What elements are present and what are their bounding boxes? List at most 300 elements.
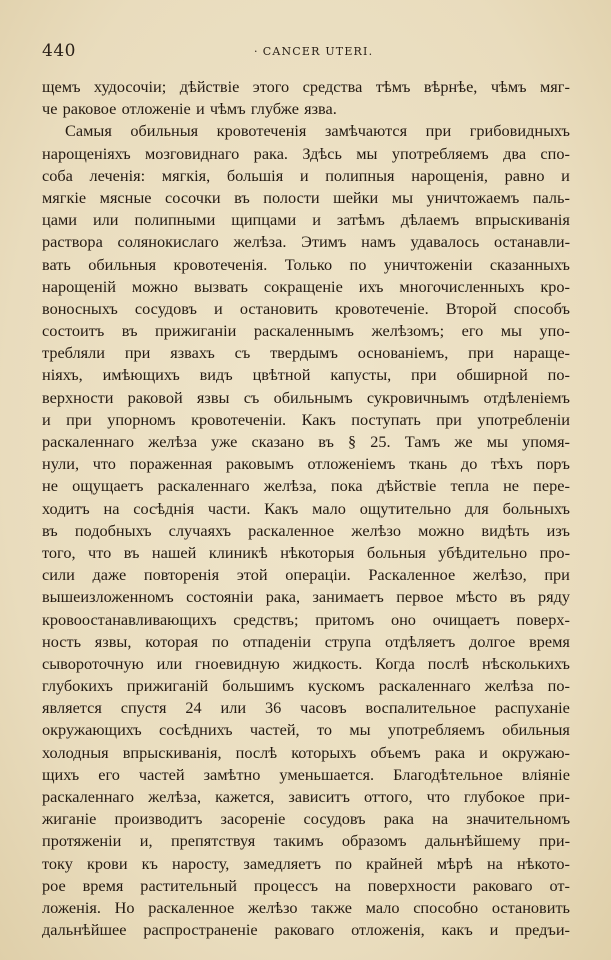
- word: въ: [123, 542, 140, 562]
- text-line: [42, 387, 570, 409]
- word: очищаетъ: [432, 609, 500, 629]
- word: занимаетъ: [312, 587, 384, 607]
- word: желѣза,: [263, 476, 317, 496]
- word: Раскаленное: [368, 565, 456, 585]
- word: и: [299, 165, 309, 185]
- text-line: [42, 431, 570, 453]
- word: ткань: [409, 454, 448, 474]
- word: пораженная: [129, 454, 213, 474]
- word: пока: [330, 476, 363, 496]
- word: жиганiе: [42, 809, 97, 829]
- word: солянокислаго: [117, 232, 219, 252]
- word: сосѣднихъ: [159, 720, 233, 740]
- page-number: 440: [42, 41, 76, 61]
- text-line: [42, 742, 570, 764]
- word: и: [312, 210, 321, 230]
- word: дѣйствiе: [179, 77, 240, 96]
- word: желѣза: [484, 676, 534, 696]
- word: въ: [234, 187, 250, 207]
- text-line: [42, 209, 570, 231]
- word: употребляемъ: [387, 720, 485, 740]
- word: тепла: [450, 476, 489, 496]
- text-line: [42, 853, 570, 875]
- word: глубокихъ: [42, 676, 113, 696]
- word: ходитъ: [42, 498, 90, 518]
- word: поступать: [351, 409, 421, 429]
- word: поръ: [536, 454, 570, 474]
- word: раскаленнаго: [157, 476, 250, 496]
- word: можно: [131, 276, 179, 296]
- word: рака.: [253, 143, 288, 163]
- word: воносныхъ: [42, 298, 118, 318]
- text-line: [42, 187, 570, 209]
- word: раковаго: [472, 875, 533, 895]
- word: процессъ: [253, 875, 319, 895]
- word: твердымъ: [270, 343, 338, 363]
- word: кровотеченiи.: [191, 409, 287, 429]
- text-line: [42, 808, 570, 830]
- word: кускомъ: [308, 676, 365, 696]
- word: первое: [396, 587, 444, 607]
- word: спустя: [120, 698, 167, 718]
- word: поверхности: [367, 875, 457, 895]
- word: леченiя:: [89, 165, 146, 185]
- word: дѣлаемъ: [400, 210, 460, 230]
- word: мѣрѣ: [436, 853, 473, 873]
- text-line: [42, 409, 570, 431]
- word: этого: [252, 77, 290, 96]
- word: поверх-: [516, 609, 570, 629]
- word: Этимъ: [301, 232, 347, 252]
- word: про-: [539, 542, 570, 562]
- word: оттого,: [364, 787, 413, 806]
- word: чѣмъ: [209, 99, 246, 119]
- word: притомъ: [315, 609, 375, 629]
- text-line: [42, 520, 570, 542]
- word: чѣмъ: [490, 77, 527, 96]
- word: раскаленнымъ: [253, 321, 354, 341]
- word: щемъ: [42, 77, 81, 96]
- word: воспалительное: [365, 698, 476, 718]
- text-line: [42, 231, 570, 253]
- word: частей,: [249, 720, 300, 740]
- word: значительномъ: [466, 809, 570, 829]
- word: мы: [349, 720, 371, 740]
- text-line: [42, 564, 570, 586]
- word: замѣтно: [203, 764, 261, 784]
- word: клиникѣ: [208, 542, 268, 562]
- running-title: [254, 45, 373, 58]
- word: удавалось: [410, 232, 480, 252]
- word: рое: [42, 875, 66, 895]
- word: уже: [211, 432, 238, 451]
- word: дѣйствiе: [376, 476, 437, 496]
- word: время: [82, 875, 124, 895]
- word: при: [66, 409, 92, 429]
- word: можно: [418, 520, 465, 540]
- word: мы: [486, 432, 508, 451]
- word: сосудовъ: [134, 298, 197, 318]
- word: мѣсто: [455, 587, 498, 607]
- word: раствора: [42, 232, 103, 252]
- word: нули,: [42, 454, 80, 474]
- word: зависитъ: [288, 787, 350, 806]
- word: употребленiи: [477, 409, 570, 429]
- word: полости: [263, 187, 320, 207]
- word: убѣдительно: [438, 542, 528, 562]
- word: сили: [42, 565, 75, 585]
- word: состоянiи: [186, 587, 254, 607]
- word: до: [460, 454, 478, 474]
- word: отложенiе: [121, 99, 191, 119]
- text-line: [42, 364, 570, 386]
- word: въ: [121, 321, 138, 341]
- word: ихъ: [358, 276, 384, 296]
- text-line: [42, 98, 570, 120]
- word: обильныя: [502, 720, 570, 740]
- word: цвѣтной: [252, 365, 311, 385]
- word: кровотеченiя: [216, 121, 307, 141]
- text-line: [42, 875, 570, 897]
- word: же: [454, 432, 473, 451]
- word: ряду: [537, 587, 570, 607]
- word: глубже: [250, 99, 299, 119]
- word: отдѣленiемъ: [483, 387, 570, 407]
- word: жидкость.: [292, 653, 363, 673]
- word: сосочки: [165, 187, 221, 207]
- word: средства: [302, 77, 363, 96]
- word: мы: [391, 187, 414, 207]
- page-header: [42, 41, 572, 65]
- word: способъ: [513, 298, 570, 318]
- word: что: [426, 787, 450, 806]
- word: какъ: [441, 920, 473, 940]
- word: операцiи.: [285, 565, 351, 585]
- word: мозговиднаго: [145, 143, 240, 163]
- word: грибовидныхъ: [469, 121, 570, 141]
- word: на: [103, 498, 120, 518]
- word: худосочiи;: [93, 77, 167, 96]
- word: основанiемъ,: [357, 343, 449, 363]
- word: сказанныхъ: [489, 254, 570, 274]
- word: препятствуя: [170, 831, 256, 851]
- word: замѣчаются: [324, 121, 408, 141]
- word: сукровичнымъ: [366, 387, 470, 407]
- word: подобныхъ: [74, 520, 152, 540]
- word: нѣкоторыя: [280, 542, 355, 562]
- word: что: [88, 542, 112, 562]
- word: остановить: [491, 897, 570, 917]
- text-line: [42, 830, 570, 852]
- running-title-text: CANCER UTERI.: [262, 45, 374, 58]
- word: нарощенiй: [42, 276, 116, 296]
- body-text: [42, 76, 570, 941]
- word: распуханiе: [494, 698, 570, 718]
- text-line: [42, 254, 570, 276]
- word: случаяхъ: [168, 520, 232, 540]
- word: послѣ: [427, 653, 470, 673]
- word: Какъ: [264, 498, 299, 518]
- word: часовъ: [300, 698, 347, 718]
- text-line: [42, 697, 570, 719]
- word: въ: [42, 520, 58, 540]
- word: вать: [42, 254, 71, 274]
- word: ность: [42, 631, 82, 651]
- text-line: [42, 276, 570, 298]
- word: впрыскиванiя,: [122, 742, 222, 762]
- word: протяженiи: [42, 831, 122, 851]
- word: Благодѣтельное: [393, 764, 503, 784]
- word: желѣзомъ;: [371, 321, 445, 341]
- word: намъ: [361, 232, 396, 252]
- text-line: [42, 498, 570, 520]
- word: которыхъ: [291, 742, 357, 762]
- title-ornament: ·: [254, 45, 259, 58]
- word: 24: [185, 698, 202, 718]
- word: ощущаетъ: [72, 476, 144, 496]
- word: мало: [365, 897, 400, 917]
- word: при-: [539, 831, 570, 851]
- word: замедляетъ: [243, 853, 322, 873]
- word: время: [529, 631, 570, 651]
- word: раковой: [127, 387, 183, 407]
- word: этой: [236, 565, 268, 585]
- word: язвы,: [94, 631, 132, 651]
- text-line: [42, 675, 570, 697]
- text-line: [42, 653, 570, 675]
- word: или: [156, 653, 183, 673]
- word: от-: [549, 875, 570, 895]
- word: нѣкото-: [516, 853, 570, 873]
- word: вызвать: [194, 276, 248, 296]
- word: такимъ: [273, 831, 324, 851]
- word: Второй: [445, 298, 497, 318]
- word: нарощенiя,: [411, 165, 488, 185]
- word: Самыя: [65, 121, 112, 141]
- word: нараще-: [513, 343, 570, 363]
- word: кро-: [540, 276, 570, 296]
- word: 36: [264, 698, 282, 718]
- word: упо-: [539, 321, 570, 341]
- text-line: [42, 609, 570, 631]
- word: мы: [500, 321, 522, 341]
- word: наросту,: [172, 853, 230, 873]
- word: полипными: [134, 210, 216, 230]
- word: паль-: [532, 187, 570, 207]
- word: или: [92, 210, 119, 230]
- word: объемъ: [370, 742, 421, 762]
- word: глубокое: [463, 787, 525, 806]
- word: на: [486, 853, 503, 873]
- word: не: [42, 476, 58, 496]
- word: затѣмъ: [336, 210, 385, 230]
- word: крайней: [366, 853, 423, 873]
- word: уничтожаемъ: [426, 187, 520, 207]
- word: по: [335, 853, 352, 873]
- word: пере-: [533, 476, 570, 496]
- word: засоренiе: [220, 809, 286, 829]
- word: видъ: [199, 365, 233, 385]
- word: больныхъ: [502, 498, 570, 518]
- word: мягкiя,: [161, 165, 211, 185]
- word: дальнѣйшему: [424, 831, 521, 851]
- word: оно: [390, 609, 416, 629]
- word: че: [42, 99, 58, 119]
- text-line: [42, 342, 570, 364]
- word: обильнымъ: [273, 387, 353, 407]
- word: дальнѣйшее: [42, 920, 127, 940]
- text-line: [42, 453, 570, 475]
- word: при: [544, 565, 570, 585]
- word: и,: [139, 831, 153, 851]
- word: Только: [284, 254, 333, 274]
- word: части.: [207, 498, 251, 518]
- text-line: [42, 631, 570, 653]
- word: производитъ: [114, 809, 203, 829]
- word: отдѣляетъ: [385, 631, 456, 651]
- word: видѣть: [481, 520, 530, 540]
- word: прижиганiй: [126, 676, 209, 696]
- word: нiяхъ,: [42, 365, 83, 385]
- text-line: [42, 298, 570, 320]
- text-line: [42, 586, 570, 608]
- word: язвахъ: [170, 343, 215, 363]
- word: Какъ: [301, 409, 336, 429]
- word: равно: [504, 165, 545, 185]
- word: кровотеченiя.: [173, 254, 268, 274]
- word: рака: [434, 742, 466, 762]
- word: обильныя: [130, 121, 199, 141]
- word: §: [348, 432, 357, 451]
- word: крови: [86, 853, 128, 873]
- text-line: [42, 120, 570, 142]
- word: распространенiе: [143, 920, 258, 940]
- word: раскаленнаго: [42, 787, 135, 806]
- word: вышеизложенномъ: [42, 587, 174, 607]
- word: Когда: [375, 653, 415, 673]
- word: раковымъ: [225, 454, 294, 474]
- word: послѣ: [235, 742, 278, 762]
- word: упорномъ: [107, 409, 176, 429]
- word: больныя: [366, 542, 426, 562]
- word: употребляемъ: [391, 143, 489, 163]
- text-line: [42, 165, 570, 187]
- word: съ: [243, 387, 260, 407]
- word: большимъ: [222, 676, 295, 696]
- word: сосудовъ: [303, 809, 366, 829]
- word: большiя: [226, 165, 284, 185]
- word: повторенiя: [143, 565, 220, 585]
- word: мы: [356, 143, 378, 163]
- word: влiянiе: [521, 764, 570, 784]
- word: съ: [234, 343, 251, 363]
- word: спо-: [540, 143, 570, 163]
- word: раковаго: [274, 920, 335, 940]
- word: при: [436, 409, 462, 429]
- word: при: [425, 121, 452, 141]
- word: на: [432, 809, 449, 829]
- word: по: [211, 631, 229, 651]
- text-line: [42, 320, 570, 342]
- word: уменьшается.: [279, 764, 375, 784]
- word: гноевидную: [195, 653, 280, 673]
- word: ощутительно: [359, 498, 452, 518]
- word: остановить: [239, 298, 318, 318]
- word: мясные: [99, 187, 152, 207]
- word: окружаю-: [501, 742, 570, 762]
- word: соба: [42, 165, 73, 185]
- word: желѣза,: [148, 787, 202, 806]
- word: щипцами: [231, 210, 297, 230]
- word: и: [195, 99, 205, 119]
- word: къ: [141, 853, 158, 873]
- word: на: [334, 875, 351, 895]
- word: того,: [42, 542, 76, 562]
- word: частей: [138, 764, 185, 784]
- word: предъи-: [515, 920, 570, 940]
- word: раскаленное: [248, 520, 335, 540]
- word: 25.: [370, 432, 391, 451]
- word: тѣмъ: [375, 77, 411, 96]
- word: два: [503, 143, 527, 163]
- word: впрыскиванiя: [475, 210, 570, 230]
- word: кровотеченiе.: [335, 298, 429, 318]
- word: уничтоженiи: [383, 254, 473, 274]
- word: въ: [509, 587, 526, 607]
- word: струпа: [324, 631, 372, 651]
- word: которая: [145, 631, 199, 651]
- word: при: [468, 343, 494, 363]
- word: даже: [92, 565, 127, 585]
- word: току: [42, 853, 73, 873]
- word: его: [461, 321, 484, 341]
- word: язвы: [196, 387, 230, 407]
- word: что: [92, 454, 116, 474]
- word: холодныя: [42, 742, 109, 762]
- word: рака: [383, 809, 414, 829]
- word: нѣсколькихъ: [482, 653, 570, 673]
- word: не: [503, 476, 520, 496]
- word: полипныя: [325, 165, 395, 185]
- word: обильныя: [88, 254, 157, 274]
- word: сосѣднiя: [133, 498, 195, 518]
- word: въ: [318, 432, 334, 451]
- word: и: [214, 298, 223, 318]
- word: способно: [413, 897, 479, 917]
- word: желѣзо: [351, 520, 401, 540]
- word: отложенiя,: [351, 920, 425, 940]
- word: многочисленныхъ: [399, 276, 525, 296]
- word: является: [42, 698, 102, 718]
- word: шейки: [333, 187, 379, 207]
- text-line: [42, 764, 570, 786]
- word: верхности: [42, 387, 114, 407]
- word: отложенiемъ: [307, 454, 396, 474]
- word: Но: [114, 897, 135, 917]
- word: растительный: [140, 875, 237, 895]
- word: и: [561, 165, 570, 185]
- word: по-: [547, 676, 570, 696]
- word: раскаленнаго: [42, 432, 135, 451]
- word: желѣза.: [233, 232, 287, 252]
- word: Тамъ: [404, 432, 441, 451]
- word: нашей: [151, 542, 197, 562]
- word: рака,: [265, 587, 301, 607]
- word: кровоостанавливающихъ: [42, 609, 217, 629]
- word: требляли: [42, 343, 106, 363]
- word: прижиганiи: [155, 321, 237, 341]
- word: и: [489, 920, 499, 940]
